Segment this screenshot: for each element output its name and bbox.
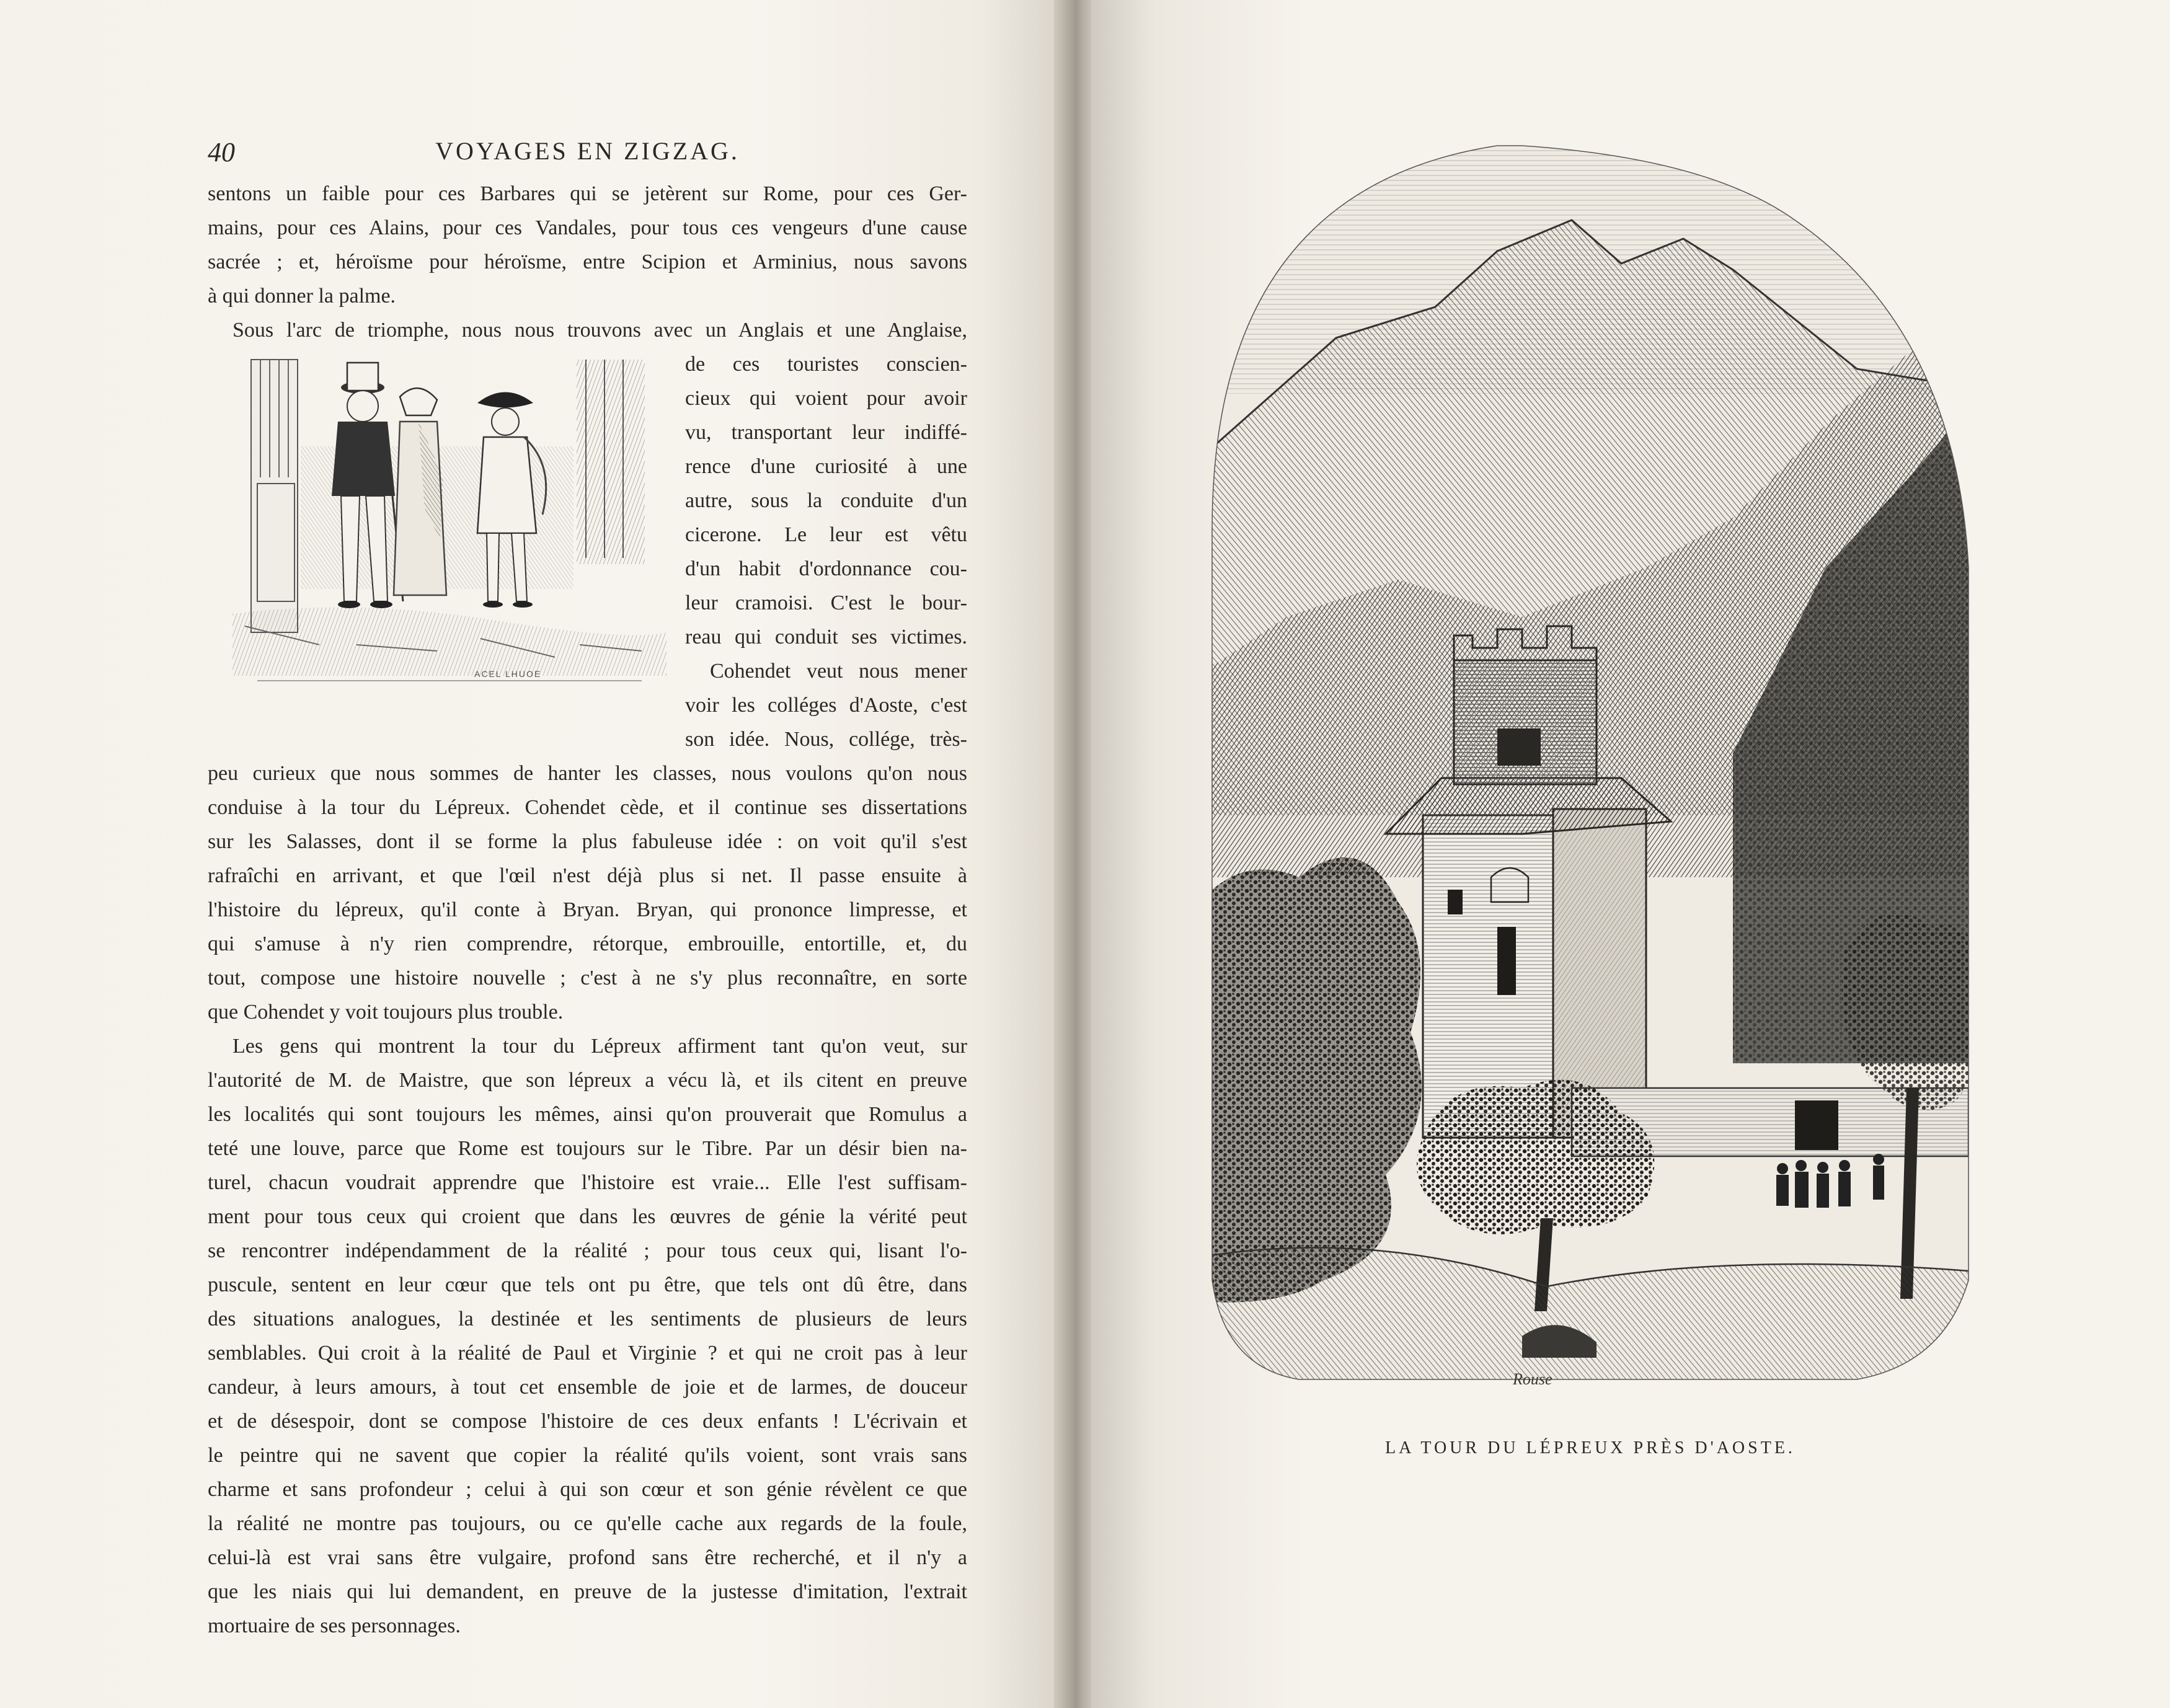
text-line: que Cohendet y voit toujours plus trouble. xyxy=(208,1001,564,1024)
text-line: le peintre qui ne savent que copier la réalité qu'ils voient, sont vrais sans xyxy=(208,1444,967,1467)
text-line: conduise à la tour du Lépreux. Cohendet cède, et il continue ses dissertations xyxy=(208,796,967,819)
text-line: candeur, à leurs amours, à tout cet ensemble de joie et de larmes, de douceur xyxy=(208,1376,967,1399)
text-line: son idée. Nous, collége, très- xyxy=(685,728,967,751)
text-line: d'un habit d'ordonnance cou- xyxy=(685,557,967,580)
text-line: rence d'une curiosité à une xyxy=(685,455,967,478)
text-line: teté une louve, parce que Rome est toujours sur le Tibre. Par un désir bien na- xyxy=(208,1137,967,1160)
text-line: rafraîchi en arrivant, et que l'œil n'est déjà plus si net. Il passe ensuite à xyxy=(208,864,967,887)
text-line: l'autorité de M. de Maistre, que son lépreux a vécu là, et ils citent en preuve xyxy=(208,1069,967,1092)
running-head xyxy=(208,136,967,174)
text-line: qui s'amuse à n'y rien comprendre, rétorque, embrouille, entortille, et, du xyxy=(208,932,967,955)
text-line: que les niais qui lui demandent, en preuve de la justesse d'imitation, l'extrait xyxy=(208,1580,967,1603)
text-line: ment pour tous ceux qui croient que dans les œuvres de génie la vérité peut xyxy=(208,1205,967,1228)
text-line: à qui donner la palme. xyxy=(208,285,396,308)
text-line: cieux qui voient pour avoir xyxy=(685,387,967,410)
text-line: semblables. Qui croit à la réalité de Paul et Virginie ? et qui ne croit pas à leur xyxy=(208,1342,967,1365)
text-line: sur les Salasses, dont il se forme la plus fabuleuse idée : on voit qu'il s'est xyxy=(208,830,967,853)
text-line: leur cramoisi. C'est le bour- xyxy=(685,591,967,614)
text-line: mains, pour ces Alains, pour ces Vandales, pour tous ces vengeurs d'une cause xyxy=(208,216,967,239)
text-line: la réalité ne montre pas toujours, ou ce qu'elle cache aux regards de la foule, xyxy=(208,1512,967,1535)
text-line: les localités qui sont toujours les mêmes, ainsi qu'on prouverait que Romulus a xyxy=(208,1103,967,1126)
text-line: reau qui conduit ses victimes. xyxy=(685,626,967,648)
text-line: l'histoire du lépreux, qu'il conte à Bryan. Bryan, qui prononce limpresse, et xyxy=(208,898,967,921)
text-line: cicerone. Le leur est vêtu xyxy=(685,523,967,546)
text-line: sentons un faible pour ces Barbares qui se jetèrent sur Rome, pour ces Ger- xyxy=(208,182,967,205)
plate-engraving-tower xyxy=(1175,133,2006,1407)
text-line: charme et sans profondeur ; celui à qui son cœur et son génie révèlent ce que xyxy=(208,1478,967,1501)
text-line: tout, compose une histoire nouvelle ; c'est à ne s'y plus reconnaître, en sorte xyxy=(208,967,967,989)
inset-signature: ACEL LHUOE xyxy=(474,669,542,679)
text-line: des situations analogues, la destinée et les sentiments de plusieurs de leurs xyxy=(208,1308,967,1330)
text-line: Sous l'arc de triomphe, nous nous trouvons avec un Anglais et une Anglaise, xyxy=(232,319,967,342)
inset-engraving-tourists xyxy=(232,353,666,691)
text-line: de ces touristes conscien- xyxy=(685,353,967,376)
text-line: se rencontrer indépendamment de la réalité ; pour tous ceux qui, lisant l'o- xyxy=(208,1239,967,1262)
text-line: puscule, sentent en leur cœur que tels ont pu être, que tels ont dû être, dans xyxy=(208,1273,967,1296)
running-title: VOYAGES EN ZIGZAG. xyxy=(435,137,740,165)
text-line: peu curieux que nous sommes de hanter les classes, nous voulons qu'on nous xyxy=(208,762,967,785)
text-line: Cohendet veut nous mener xyxy=(710,660,967,683)
plate-signature: Rouse xyxy=(1513,1370,1552,1388)
text-line: autre, sous la conduite d'un xyxy=(685,489,967,512)
text-line: sacrée ; et, héroïsme pour héroïsme, entre Scipion et Arminius, nous savons xyxy=(208,250,967,273)
plate-caption: LA TOUR DU LÉPREUX PRÈS D'AOSTE. xyxy=(1385,1438,1796,1458)
text-line: voir les colléges d'Aoste, c'est xyxy=(685,694,967,717)
text-line: vu, transportant leur indiffé- xyxy=(685,421,967,444)
page-number: 40 xyxy=(208,137,235,167)
text-line: turel, chacun voudrait apprendre que l'histoire est vraie... Elle l'est suffisam- xyxy=(208,1171,967,1194)
left-page xyxy=(0,0,1066,1708)
text-line: mortuaire de ses personnages. xyxy=(208,1614,461,1637)
text-line: Les gens qui montrent la tour du Lépreux affirment tant qu'on veut, sur xyxy=(232,1035,967,1058)
text-line: celui-là est vrai sans être vulgaire, profond sans être recherché, et il n'y a xyxy=(208,1546,967,1569)
text-line: et de désespoir, dont se compose l'histoire de ces deux enfants ! L'écrivain et xyxy=(208,1410,967,1433)
